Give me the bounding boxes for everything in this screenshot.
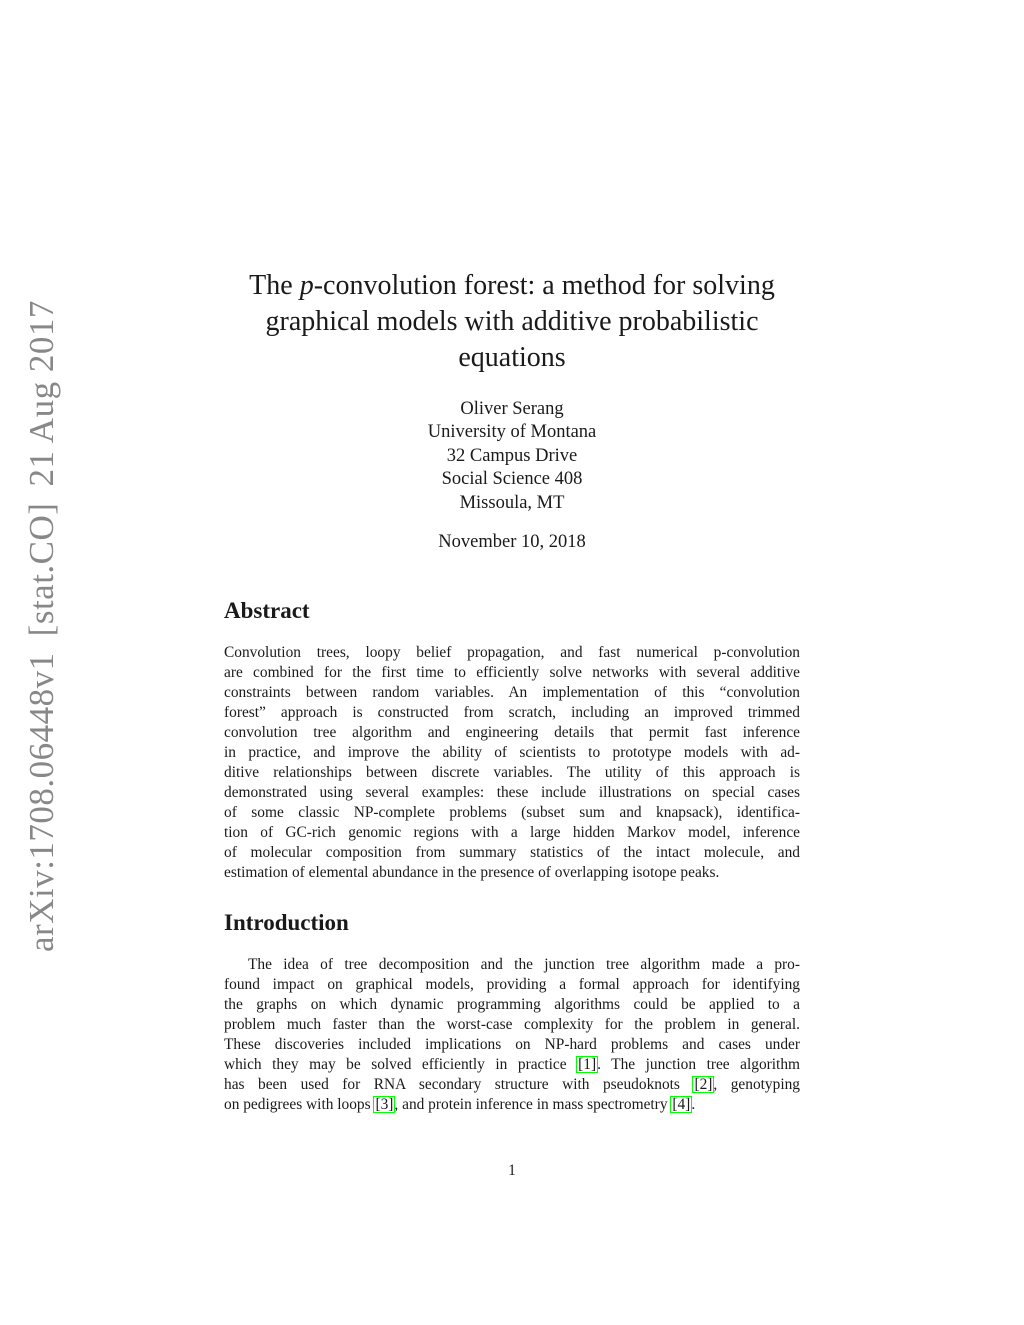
- arxiv-category: [stat.CO]: [22, 502, 61, 637]
- title-italic-p: p: [299, 270, 314, 301]
- intro-line: The idea of tree decomposition and the junction tree algorithm made a pro-: [248, 956, 800, 973]
- citation-link-1[interactable]: [1]: [578, 1056, 597, 1073]
- intro-line: on pedigrees with loops [3], and protein inference in mass spectrometry [4].: [224, 1096, 696, 1113]
- abstract-line: forest” approach is constructed from scratch, including an improved trimmed: [224, 704, 800, 721]
- title-line-2: graphical models with additive probabilistic: [265, 306, 759, 337]
- arxiv-id[interactable]: arXiv:1708.06448v1: [22, 652, 61, 952]
- author-name: Oliver Serang: [460, 399, 564, 419]
- abstract-body: [224, 643, 800, 883]
- abstract-line: tion of GC-rich genomic regions with a large hidden Markov model, inference: [224, 824, 800, 841]
- abstract-line: in practice, and improve the ability of scientists to prototype models with ad-: [224, 744, 800, 761]
- author-affiliation: University of Montana: [427, 422, 597, 443]
- intro-line: has been used for RNA secondary structure with pseudoknots [2], genotyping: [224, 1076, 800, 1093]
- author-block: [225, 398, 799, 515]
- intro-line: These discoveries included implications on NP-hard problems and cases under: [224, 1036, 800, 1053]
- abstract-line: convolution tree algorithm and engineering details that permit fast inference: [224, 724, 800, 741]
- title-line-3: equations: [458, 342, 566, 373]
- intro-line: problem much faster than the worst-case complexity for the problem in general.: [224, 1016, 800, 1033]
- abstract-line: of some classic NP-complete problems (subset sum and knapsack), identifica-: [224, 804, 800, 821]
- abstract-line: Convolution trees, loopy belief propagation, and fast numerical p-convolution: [224, 644, 800, 661]
- arxiv-stamp: [22, 300, 62, 960]
- title-line-1: The p-convolution forest: a method for solving: [249, 270, 775, 301]
- abstract-line: ditive relationships between discrete variables. The utility of this approach is: [224, 764, 800, 781]
- intro-line: the graphs on which dynamic programming algorithms could be applied to a: [224, 996, 800, 1013]
- arxiv-date: 21 Aug 2017: [22, 300, 61, 487]
- introduction-body: [224, 955, 800, 1115]
- author-city: Missoula, MT: [459, 492, 565, 513]
- paper-date: November 10, 2018: [438, 532, 586, 552]
- author-address-1: 32 Campus Drive: [446, 445, 578, 466]
- abstract-line: are combined for the first time to efficiently solve networks with several additive: [224, 664, 800, 681]
- abstract-line: constraints between random variables. An implementation of this “convolution: [224, 684, 800, 701]
- paper-title: [225, 268, 799, 376]
- author-address-2: Social Science 408: [441, 469, 583, 490]
- citation-link-3[interactable]: [3]: [375, 1096, 394, 1113]
- page-number: 1: [508, 1162, 516, 1179]
- citation-link-4[interactable]: [4]: [672, 1096, 691, 1113]
- abstract-line: of molecular composition from summary statistics of the intact molecule, and: [224, 844, 800, 861]
- abstract-line: estimation of elemental abundance in the presence of overlapping isotope peaks.: [224, 864, 720, 881]
- abstract-line: demonstrated using several examples: these include illustrations on special cases: [224, 784, 800, 801]
- introduction-heading: Introduction: [224, 910, 349, 935]
- intro-line: which they may be solved efficiently in practice [1]. The junction tree algorithm: [224, 1056, 800, 1073]
- citation-link-2[interactable]: [2]: [694, 1076, 713, 1093]
- intro-line: found impact on graphical models, providing a formal approach for identifying: [224, 976, 800, 993]
- abstract-heading: Abstract: [224, 598, 310, 623]
